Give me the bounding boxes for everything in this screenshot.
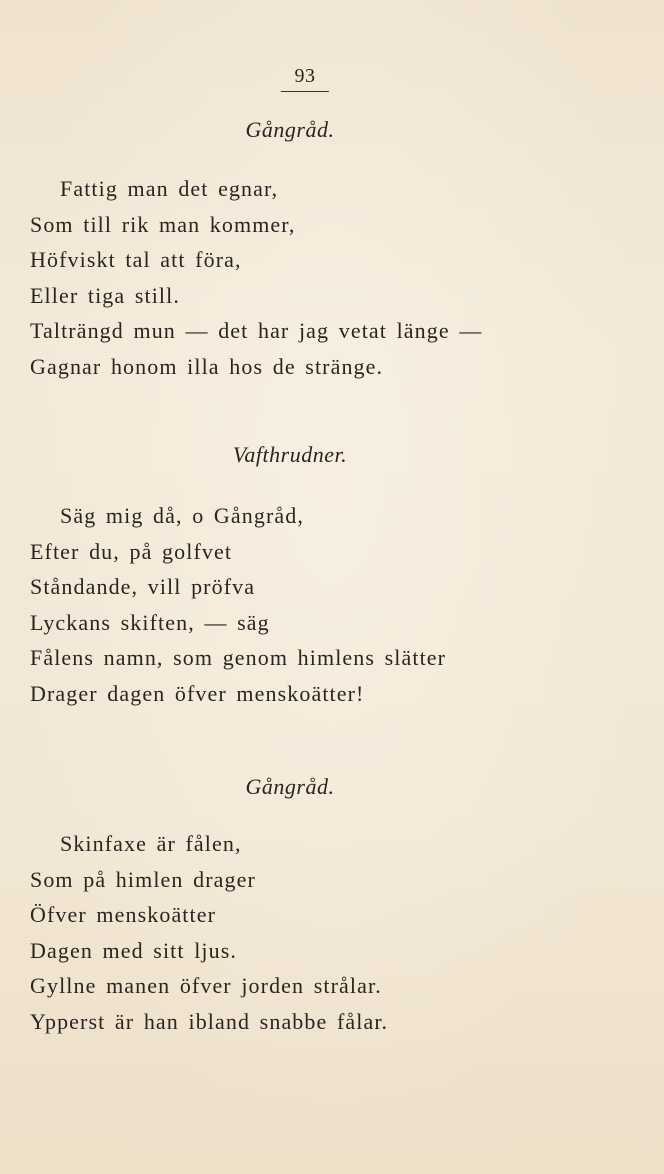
verse-line: Fattig man det egnar, — [60, 176, 279, 201]
speaker-heading-gangrad-2: Gångråd. — [245, 774, 335, 799]
verse-line: Som på himlen drager — [30, 866, 256, 892]
stanza-3 — [0, 826, 388, 1039]
verse-line: Ståndande, vill pröfva — [30, 574, 256, 599]
verse-line: Eller tiga still. — [30, 282, 180, 308]
stanza-1 — [0, 171, 482, 384]
verse-line: Skinfaxe är fålen, — [60, 831, 242, 856]
page-number: 93 — [294, 65, 316, 87]
stanza-2 — [0, 498, 446, 711]
verse-line: Gagnar honom illa hos de stränge. — [30, 353, 384, 379]
verse-line: Talträngd mun — det har jag vetat länge — — [30, 318, 483, 343]
verse-line: Efter du, på golfvet — [30, 538, 233, 564]
speaker-heading-gangrad-1: Gångråd. — [245, 117, 335, 142]
verse-line: Säg mig då, o Gångråd, — [60, 503, 304, 528]
verse-line: Drager dagen öfver menskoätter! — [30, 680, 365, 706]
verse-line: Gyllne manen öfver jorden strålar. — [30, 973, 382, 998]
verse-line: Ypperst är han ibland snabbe fålar. — [30, 1008, 389, 1034]
verse-line: Dagen med sitt ljus. — [30, 937, 237, 963]
speaker-heading-vafthrudner: Vafthrudner. — [232, 442, 348, 467]
verse-line: Fålens namn, som genom himlens slätter — [30, 645, 447, 670]
verse-line: Öfver menskoätter — [30, 902, 217, 927]
verse-line: Som till rik man kommer, — [30, 211, 296, 237]
verse-line: Höfviskt tal att föra, — [30, 247, 242, 272]
verse-line: Lyckans skiften, — säg — [30, 609, 270, 635]
header-rule — [281, 91, 329, 92]
